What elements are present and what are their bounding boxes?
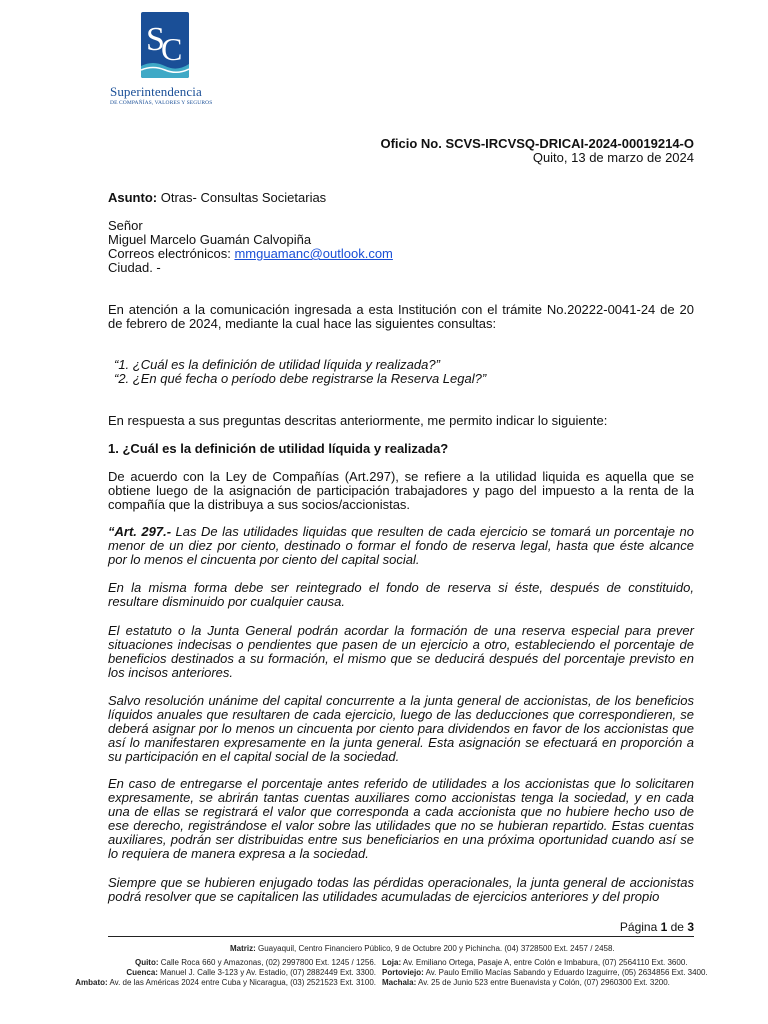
question-2: “2. ¿En qué fecha o período debe registrarse la Reserva Legal?”	[114, 371, 487, 386]
question-1: “1. ¿Cuál es la definición de utilidad líquida y realizada?”	[114, 357, 440, 372]
footer-office-text: Av. Emiliano Ortega, Pasaje A, entre Colón e Imbabura, (07) 2564110 Ext. 3600.	[401, 958, 688, 967]
footer-matriz-text: Guayaquil, Centro Financiero Público, 9 de Octubre 200 y Pichincha. (04) 3728500 Ext. 2457 / 2458.	[255, 944, 615, 953]
footer-matriz-label: Matriz:	[230, 944, 256, 953]
article-head: “Art. 297.-	[108, 524, 172, 539]
footer-divider	[108, 936, 694, 937]
logo-subtitle: DE COMPAÑÍAS, VALORES Y SEGUROS	[110, 100, 213, 106]
footer-office-cuenca	[75, 968, 376, 978]
asunto-label: Asunto:	[108, 190, 158, 205]
section-1-body: De acuerdo con la Ley de Compañías (Art.297), se refiere a la utilidad liquida es aquella que se obtiene luego de la asignación de participación trabajadores y pago del impuesto a la renta de la compañía que la distribuya a sus socios/accionistas.	[108, 469, 694, 512]
footer-left-column	[75, 958, 376, 988]
article-297-paragraph-3: El estatuto o la Junta General podrán acordar la formación de una reserva especial para prever situaciones indecisas o pendientes que pasen de un ejercicio a otro, estableciendo el porcentaje de beneficios destinados a su formación, el mismo que se deducirá después del porcentaje previsto en los incisos anteriores.	[108, 623, 694, 680]
article-297-paragraph-4: Salvo resolución unánime del capital concurrente a la junta general de accionistas, de los beneficios líquidos anuales que resultaren de cada ejercicio, luego de las deducciones que correspondieren, se deberá asignar por lo menos un cincuenta por ciento para dividendos en favor de los accionistas que así lo manifestaren expresamente en la junta general. Esta asignación se efectuará en proporción a su participación en el capital social de la sociedad.	[108, 693, 694, 764]
page-number	[620, 920, 694, 934]
page-current: 1	[660, 920, 668, 934]
footer-office-portoviejo	[382, 968, 708, 978]
response-intro: En respuesta a sus preguntas descritas anteriormente, me permito indicar lo siguiente:	[108, 413, 608, 428]
footer-office-label: Portoviejo:	[382, 968, 424, 977]
article-297-paragraph-1	[108, 525, 694, 567]
footer-office-label: Loja:	[382, 958, 402, 967]
oficio-number: Oficio No. SCVS-IRCVSQ-DRICAI-2024-00019214-O	[380, 136, 694, 151]
article-297-paragraph-2: En la misma forma debe ser reintegrado el fondo de reserva si éste, después de constituido, resultare disminuido por cualquier causa.	[108, 580, 694, 609]
footer-office-text: Av. 25 de Junio 523 entre Buenavista y Colón, (07) 2960300 Ext. 3200.	[416, 978, 670, 987]
page-total: 3	[687, 920, 694, 934]
footer-office-label: Machala:	[382, 978, 417, 987]
page-prefix: Página	[619, 920, 661, 934]
article-297-paragraph-6: Siempre que se hubieren enjugado todas las pérdidas operacionales, la junta general de accionistas podrá resolver que se capitalicen las utilidades acumuladas de ejercicios anteriores y del propio	[108, 875, 694, 904]
asunto-text: Otras- Consultas Societarias	[160, 190, 327, 205]
asunto-line	[108, 191, 694, 205]
logo-name: Superintendencia	[110, 84, 202, 99]
footer-office-ambato	[75, 978, 376, 988]
letter-date: Quito, 13 de marzo de 2024	[532, 150, 694, 165]
footer-office-label: Quito:	[134, 958, 159, 967]
footer-office-label: Cuenca:	[126, 968, 158, 977]
email-label: Correos electrónicos:	[108, 246, 231, 261]
svg-text:S: S	[146, 21, 165, 58]
logo-monogram-icon	[141, 12, 189, 78]
footer-office-loja	[382, 958, 708, 968]
footer-office-text: Manuel J. Calle 3-123 y Av. Estadio, (07) 2882449 Ext. 3300.	[157, 968, 376, 977]
recipient-email-line	[108, 247, 694, 261]
footer-matriz	[230, 944, 615, 954]
salutation: Señor	[108, 218, 143, 233]
footer-office-text: Calle Roca 660 y Amazonas, (02) 2997800 Ext. 1245 / 1256.	[158, 958, 376, 967]
superintendencia-logo	[110, 12, 230, 112]
footer-office-label: Ambato:	[75, 978, 108, 987]
email-link[interactable]: mmguamanc@outlook.com	[234, 246, 393, 261]
svg-text:C: C	[161, 31, 183, 67]
intro-paragraph: En atención a la comunicación ingresada a esta Institución con el trámite No.20222-0041-24 de 20 de febrero de 2024, mediante la cual hace las siguientes consultas:	[108, 302, 694, 331]
page-sep: de	[667, 920, 688, 934]
footer-office-quito	[75, 958, 376, 968]
recipient-city: Ciudad. -	[108, 260, 161, 275]
recipient-name: Miguel Marcelo Guamán Calvopiña	[108, 232, 312, 247]
article-297-paragraph-5: En caso de entregarse el porcentaje antes referido de utilidades a los accionistas que lo solicitaren expresamente, se abrirán tantas cuentas auxiliares como accionistas tenga la sociedad, y en cada una de ellas se registrará el valor que corresponda a cada accionista que no hubiere hecho uso de ese derecho, registrándose el valor sobre las utilidades que no se hubieran repartido. Estas cuentas auxiliares, podrán ser distribuidas entre sus beneficiarios en una próxima oportunidad cuando así se lo requiera de manera expresa a la sociedad.	[108, 776, 694, 861]
footer-office-text: Av. Paulo Emilio Macías Sabando y Eduardo Izaguirre, (05) 2634856 Ext. 3400.	[423, 968, 708, 977]
footer-right-column	[382, 958, 708, 988]
article-p1-text: Las De las utilidades liquidas que resulten de cada ejercicio se tomará un porcentaje no menor de un diez por ciento, destinado o formar el fondo de reserva legal, hasta que éste alcance por lo menos el cincuenta por ciento del capital social.	[108, 524, 694, 567]
footer-office-text: Av. de las Américas 2024 entre Cuba y Nicaragua, (03) 2521523 Ext. 3100.	[107, 978, 376, 987]
footer-office-machala	[382, 978, 708, 988]
section-1-title: 1. ¿Cuál es la definición de utilidad líquida y realizada?	[108, 441, 449, 456]
